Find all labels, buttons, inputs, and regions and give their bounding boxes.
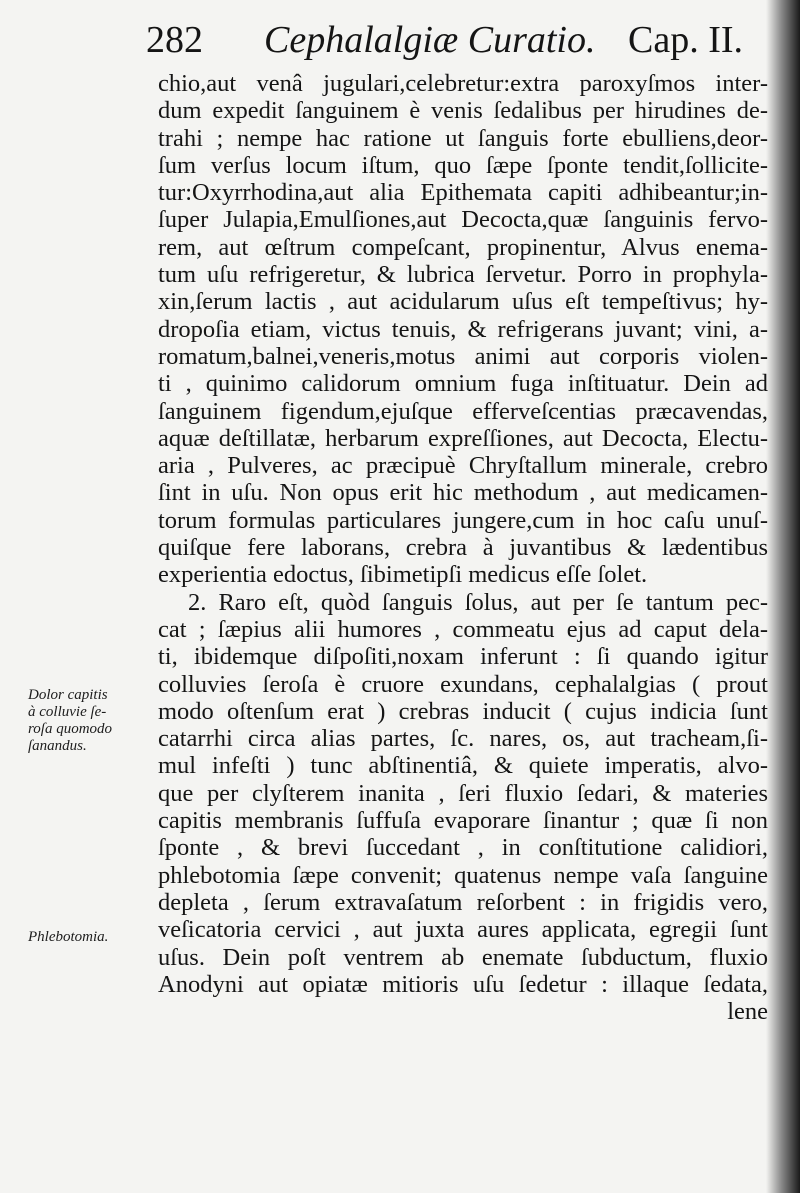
chapter-label: Cap. II. bbox=[628, 19, 744, 61]
text-line: romatum,balnei,veneris,motus animi aut corporis violen- bbox=[158, 342, 768, 370]
text-line: depleta , ſerum extravaſatum reſorbent : in frigidis vero, bbox=[158, 888, 768, 916]
page-gutter-shadow bbox=[766, 0, 800, 1193]
text-line: ſuper Julapia,Emulſiones,aut Decocta,quæ ſanguinis fervo- bbox=[158, 206, 768, 234]
text-line: ſanguinem figendum,ejuſque efferveſcentias præcavendas, bbox=[158, 397, 768, 425]
text-line: experientia edoctus, ſibimetipſi medicus eſſe ſolet. bbox=[158, 561, 648, 589]
page-header bbox=[146, 10, 746, 70]
text-line: tum uſu refrigeretur, & lubrica ſervetur. Porro in prophyla- bbox=[158, 261, 768, 289]
text-line: modo oſtenſum erat ) crebras inducit ( cujus indicia ſunt bbox=[158, 697, 768, 725]
text-line: uſus. Dein poſt ventrem ab enemate ſubductum, fluxio bbox=[158, 943, 768, 971]
catchword: lene bbox=[727, 998, 768, 1026]
margin-note-line: Dolor capitis bbox=[28, 687, 108, 703]
margin-note-line: Phlebotomia. bbox=[28, 929, 109, 945]
text-line: ſponte , & brevi ſuccedant , in conſtitutione calidiori, bbox=[158, 834, 768, 862]
text-line: phlebotomia ſæpe convenit; quatenus nempe vaſa ſanguine bbox=[158, 861, 768, 889]
text-line: aria , Pulveres, ac præcipuè Chryſtallum minerale, crebro bbox=[158, 452, 768, 480]
body-text bbox=[158, 70, 768, 1025]
text-line: ſint in uſu. Non opus erit hic methodum , aut medicamen- bbox=[158, 479, 768, 507]
text-line: trahi ; nempe hac ratione ut ſanguis forte ebulliens,deor- bbox=[158, 124, 768, 152]
margin-note-line: ſanandus. bbox=[28, 738, 87, 754]
text-line: veſicatoria cervici , aut juxta aures applicata, egregii ſunt bbox=[158, 916, 768, 944]
text-line: ſum verſus locum iſtum, quo ſæpe ſponte tendit,ſollicite- bbox=[158, 151, 768, 179]
page-number: 282 bbox=[146, 19, 203, 61]
text-line: cat ; ſæpius alii humores , commeatu ejus ad caput dela- bbox=[158, 615, 768, 643]
margin-note-line: à colluvie ſe- bbox=[28, 704, 107, 720]
margin-note-line: roſa quomodo bbox=[28, 721, 113, 737]
text-line: capitis membranis ſuffuſa evaporare ſinantur ; quæ ſi non bbox=[158, 807, 768, 835]
text-line: que per clyſterem inanita , ſeri fluxio ſedari, & materies bbox=[158, 779, 768, 807]
text-line: chio,aut venâ jugulari,celebretur:extra paroxyſmos inter- bbox=[158, 70, 768, 97]
text-line: ti , quinimo calidorum omnium fuga inſtituatur. Dein ad bbox=[158, 370, 768, 398]
text-line: xin,ſerum lactis , aut acidularum uſus eſt tempeſtivus; hy- bbox=[158, 288, 768, 316]
text-line: rem, aut œſtrum compeſcant, propinentur, Alvus enema- bbox=[158, 233, 768, 261]
text-line: mul infeſti ) tunc abſtinentiâ, & quiete imperatis, alvo- bbox=[158, 752, 768, 780]
text-line: dum expedit ſanguinem è venis ſedalibus per hirudines de- bbox=[158, 97, 768, 125]
text-line: dropoſia etiam, victus tenuis, & refrigerans juvant; vini, a- bbox=[158, 315, 768, 343]
text-line: aquæ deſtillatæ, herbarum expreſſiones, aut Decocta, Electu- bbox=[158, 424, 768, 452]
running-title: Cephalalgiæ Curatio. bbox=[264, 19, 596, 61]
text-line: quiſque fere laborans, crebra à juvantibus & lædentibus bbox=[158, 534, 768, 562]
text-line: tur:Oxyrrhodina,aut alia Epithemata capiti adhibeantur;in- bbox=[158, 179, 768, 207]
margin-note-phlebotomia bbox=[28, 929, 150, 946]
text-line: ti, ibidemque diſpoſiti,noxam inferunt : ſi quando igitur bbox=[158, 643, 768, 671]
text-line: torum formulas particulares jungere,cum in hoc caſu unuſ- bbox=[158, 506, 768, 534]
margin-note-dolor-capitis bbox=[28, 687, 150, 755]
text-line: catarrhi circa alias partes, ſc. nares, os, aut tracheam,ſi- bbox=[158, 725, 768, 753]
paragraph-start-line: 2. Raro eſt, quòd ſanguis ſolus, aut per ſe tantum pec- bbox=[188, 588, 768, 616]
text-line: Anodyni aut opiatæ mitioris uſu ſedetur : illaque ſedata, bbox=[158, 970, 768, 998]
text-line: colluvies ſeroſa è cruore exundans, cephalalgias ( prout bbox=[158, 670, 768, 698]
